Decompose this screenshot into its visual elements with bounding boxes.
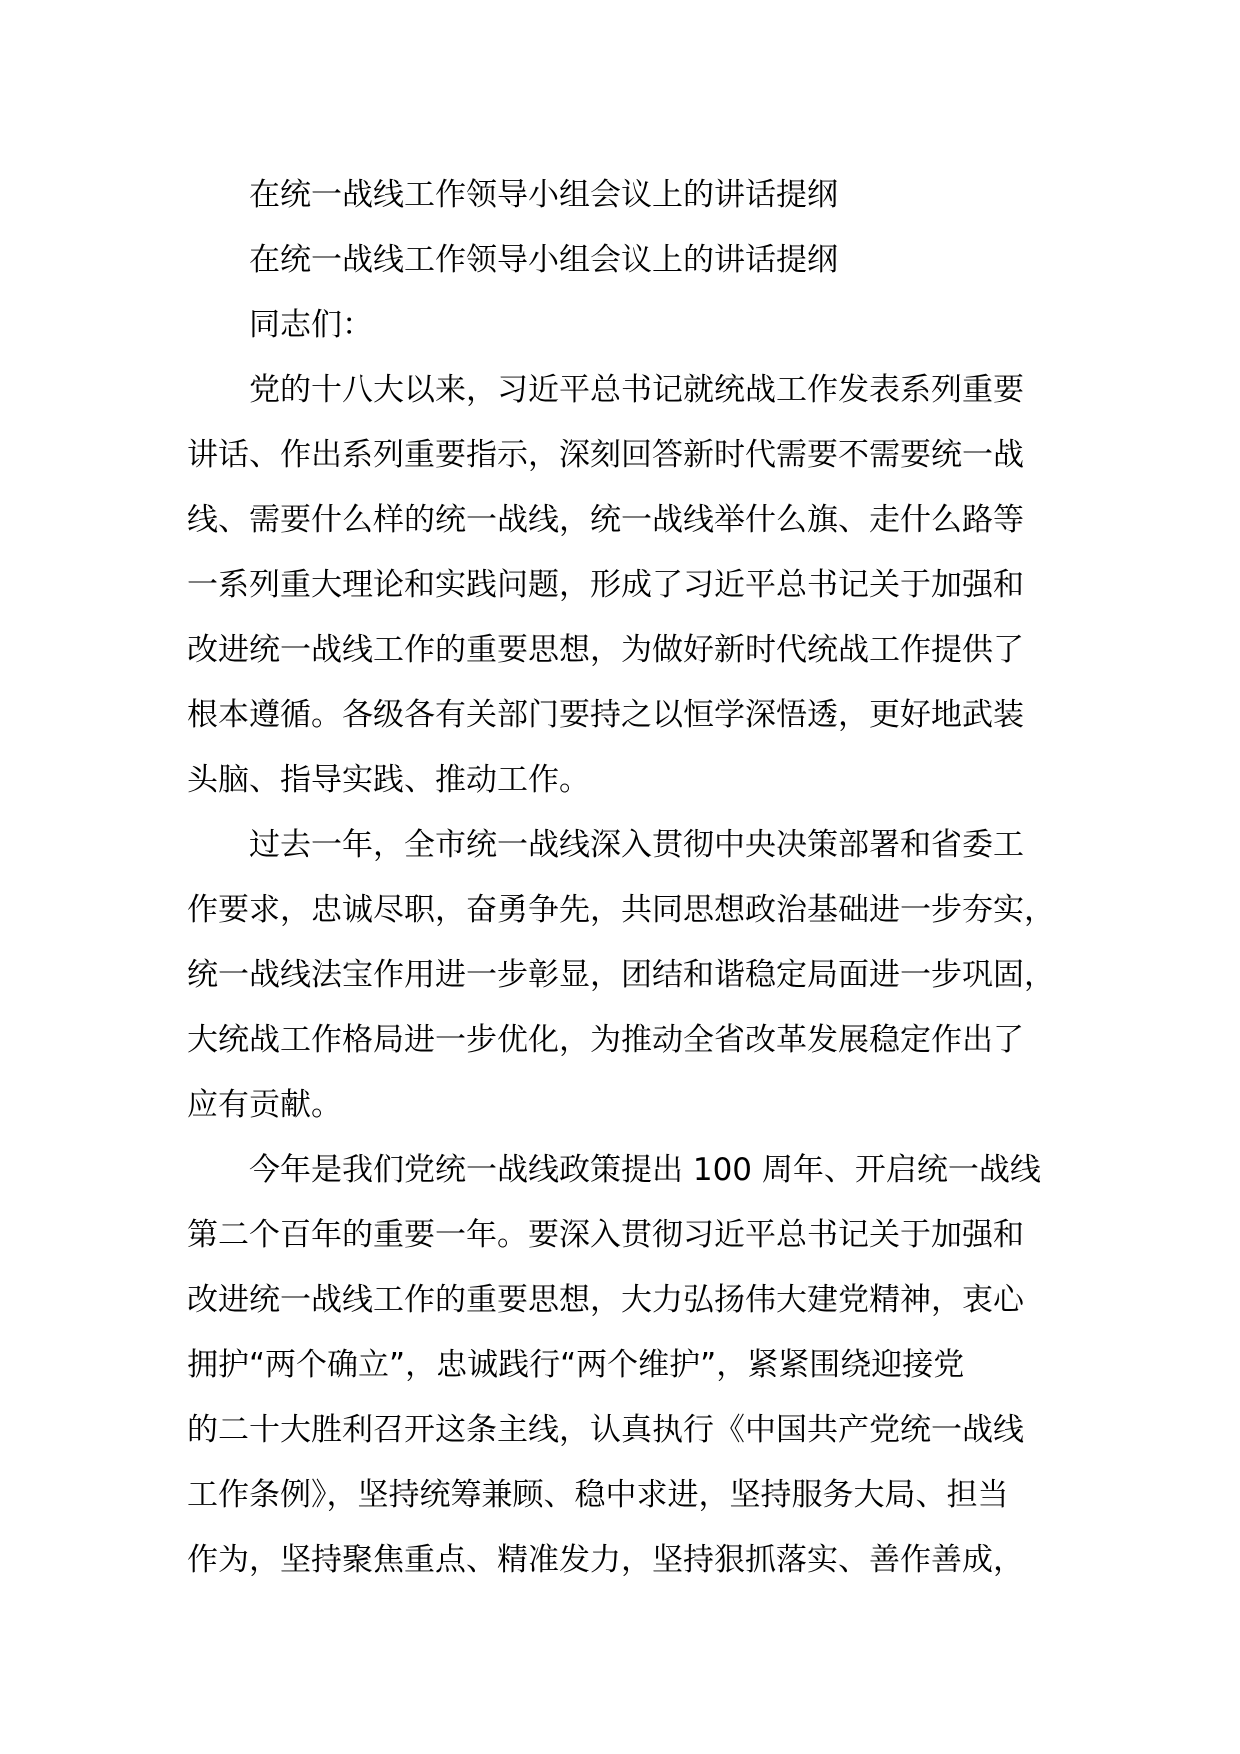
paragraph-2	[187, 813, 1065, 1138]
document-page	[187, 163, 1065, 1593]
paragraph-line: 作为，坚持聚焦重点、精准发力，坚持狠抓落实、善作善成，	[187, 1542, 1024, 1578]
paragraph-line: 的二十大胜利召开这条主线，认真执行《中国共产党统一战线	[187, 1412, 1024, 1448]
paragraph-line: 一系列重大理论和实践问题，形成了习近平总书记关于加强和	[187, 567, 1024, 603]
paragraph-line: 工作条例》，坚持统筹兼顾、稳中求进，坚持服务大局、担当	[187, 1477, 1009, 1513]
paragraph-line: 改进统一战线工作的重要思想，为做好新时代统战工作提供了	[187, 632, 1024, 668]
paragraph-line: 第二个百年的重要一年。要深入贯彻习近平总书记关于加强和	[187, 1217, 1024, 1253]
paragraph-line: 大统战工作格局进一步优化，为推动全省改革发展稳定作出了	[187, 1022, 1024, 1058]
paragraph-line: 头脑、指导实践、推动工作。	[187, 762, 590, 798]
paragraph-line: 党的十八大以来，习近平总书记就统战工作发表系列重要	[249, 372, 1024, 408]
paragraph-line: 应有贡献。	[187, 1087, 342, 1123]
paragraph-line: 线、需要什么样的统一战线，统一战线举什么旗、走什么路等	[187, 502, 1024, 538]
paragraph-3	[187, 1138, 1065, 1593]
document-title: 在统一战线工作领导小组会议上的讲话提纲	[249, 177, 838, 213]
document-subtitle: 在统一战线工作领导小组会议上的讲话提纲	[249, 242, 838, 278]
paragraph-line: 今年是我们党统一战线政策提出 100 周年、开启统一战线	[249, 1152, 1041, 1188]
paragraph-line: 拥护“两个确立”，忠诚践行“两个维护”，紧紧围绕迎接党	[187, 1347, 965, 1383]
paragraph-line: 根本遵循。各级各有关部门要持之以恒学深悟透，更好地武装	[187, 697, 1024, 733]
paragraph-1	[187, 358, 1065, 813]
paragraph-line: 改进统一战线工作的重要思想，大力弘扬伟大建党精神，衷心	[187, 1282, 1024, 1318]
paragraph-line: 作要求，忠诚尽职，奋勇争先，共同思想政治基础进一步夯实，	[187, 892, 1055, 928]
paragraph-line: 统一战线法宝作用进一步彰显，团结和谐稳定局面进一步巩固，	[187, 957, 1055, 993]
paragraph-line: 讲话、作出系列重要指示，深刻回答新时代需要不需要统一战	[187, 437, 1024, 473]
salutation: 同志们：	[249, 307, 373, 343]
paragraph-line: 过去一年，全市统一战线深入贯彻中央决策部署和省委工	[249, 827, 1024, 863]
